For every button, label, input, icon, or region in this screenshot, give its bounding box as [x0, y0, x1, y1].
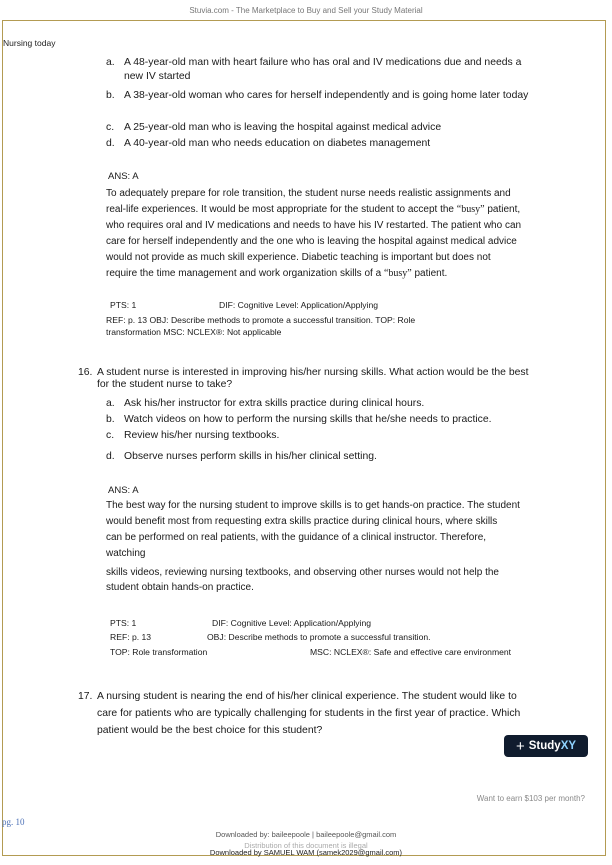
q15-answer: ANS: A: [108, 171, 139, 182]
download-notice-2: Downloaded by SAMUEL WAM (samek2029@gmail.com): [209, 848, 403, 857]
q16-msc: MSC: NCLEX®: Safe and effective care environment: [310, 647, 512, 657]
q16-rationale-line1: The best way for the nursing student to improve skills is to get hands-on practice. The student: [106, 500, 520, 511]
q16-pts: PTS: 1: [110, 618, 137, 628]
q15-rationale-line2-text: real-life experiences. It would be most appropriate for the student to accept the: [106, 204, 454, 215]
q16-answer: ANS: A: [108, 485, 139, 496]
q16-stem-text: A student nurse is interested in improving his/her nursing skills. What action would be the: [97, 367, 506, 378]
q16-rationale-line2: would benefit most from requesting extra skills practice during clinical hours, where skills: [106, 516, 498, 527]
page-number: pg. 10: [2, 817, 25, 827]
q16-rationale-line6: student obtain hands-on practice.: [106, 582, 254, 593]
site-header[interactable]: Stuvia.com - The Marketplace to Buy and Sell your Study Material: [189, 6, 423, 15]
q16-number: 16.: [78, 367, 93, 378]
q15-rationale-line6-tail: patient.: [414, 268, 448, 279]
q15-msc: transformation MSC: NCLEX®: Not applicable: [106, 327, 282, 337]
studyxy-badge[interactable]: [504, 735, 588, 757]
q16-option-c-text: Review his/her nursing textbooks.: [124, 430, 280, 441]
q15-pts: PTS: 1: [110, 300, 137, 310]
q15-option-c-letter: c.: [106, 122, 115, 133]
q16-option-c-letter: c.: [106, 430, 115, 441]
plus-icon: +: [515, 737, 525, 755]
q15-rationale-line6: [106, 266, 447, 281]
section-label: Nursing today: [3, 38, 56, 48]
q17-stem-line3: patient would be the best choice for this student?: [97, 725, 323, 736]
q15-rationale-line4: care for herself independently and the one who is leaving the hospital against medical advice: [106, 236, 517, 247]
q15-rationale-line2: [106, 202, 520, 217]
q16-rationale-line4: watching: [106, 548, 146, 559]
q15-option-a-text-line1: A 48-year-old man with heart failure who has oral and IV medications due and needs a: [124, 57, 522, 68]
q16-option-d-text: Observe nurses perform skills in his/her clinical setting.: [124, 451, 377, 462]
q15-rationale-line5: would not provide as much skill experience. Diabetic teaching is important but does not: [106, 252, 491, 263]
busy-quote-2: “busy”: [383, 268, 412, 279]
q16-option-d-letter: d.: [106, 451, 115, 462]
download-notice: Downloaded by: baileepoole | baileepoole@gmail.com: [215, 830, 397, 839]
busy-quote: “busy”: [456, 204, 485, 215]
q15-option-a-text-line2: new IV started: [124, 71, 191, 82]
q15-option-b-text: A 38-year-old woman who cares for herself independently and is going home later today: [124, 90, 529, 101]
q16-stem-best: best: [508, 367, 529, 378]
q15-dif: DIF: Cognitive Level: Application/Applying: [219, 300, 379, 310]
q16-top: TOP: Role transformation: [110, 647, 208, 657]
q16-option-b-letter: b.: [106, 414, 115, 425]
q16-ref: REF: p. 13: [110, 632, 152, 642]
q15-rationale-line6-text: require the time management and work organization skills of a: [106, 268, 382, 279]
q16-option-a-letter: a.: [106, 398, 115, 409]
q16-rationale-line3: can be performed on real patients, with the guidance of a clinical instructor. Therefore,: [106, 532, 487, 543]
q15-option-a-letter: a.: [106, 57, 115, 68]
q16-rationale-line5: skills videos, reviewing nursing textbooks, and observing other nurses would not help the: [106, 567, 499, 578]
earn-promo-link[interactable]: Want to earn $103 per month?: [476, 794, 585, 803]
q15-option-c-text: A 25-year-old man who is leaving the hospital against medical advice: [124, 122, 442, 133]
badge-xy: XY: [560, 740, 577, 752]
q16-stem-line2: for the student nurse to take?: [97, 379, 233, 390]
q15-option-d-text: A 40-year-old man who needs education on diabetes management: [124, 138, 431, 149]
q15-option-b-letter: b.: [106, 90, 115, 101]
q16-dif: DIF: Cognitive Level: Application/Applying: [212, 618, 372, 628]
q17-number: 17.: [78, 691, 93, 702]
q16-obj: OBJ: Describe methods to promote a successful transition.: [207, 632, 431, 642]
q17-stem-line1: A nursing student is nearing the end of his/her clinical experience. The student would like to: [97, 691, 517, 702]
q15-ref: REF: p. 13 OBJ: Describe methods to promote a successful transition. TOP: Role: [106, 315, 416, 325]
q15-rationale-line3: who requires oral and IV medications and needs to have his IV restarted. The patient who can: [106, 220, 522, 231]
q16-option-a-text: Ask his/her instructor for extra skills practice during clinical hours.: [124, 398, 425, 409]
q15-rationale-line2-tail: patient,: [487, 204, 521, 215]
q15-option-d-letter: d.: [106, 138, 115, 149]
q15-rationale-line1: To adequately prepare for role transition, the student nurse needs realistic assignments and: [106, 188, 511, 199]
q17-stem-line2: care for patients who are typically challenging for students in the first year of practice. Which: [97, 708, 521, 719]
q16-option-b-text: Watch videos on how to perform the nursing skills that he/she needs to practice.: [124, 414, 492, 425]
distribution-watermark: Distribution of this document is illegal: [244, 841, 368, 850]
badge-study: Study: [528, 740, 561, 752]
